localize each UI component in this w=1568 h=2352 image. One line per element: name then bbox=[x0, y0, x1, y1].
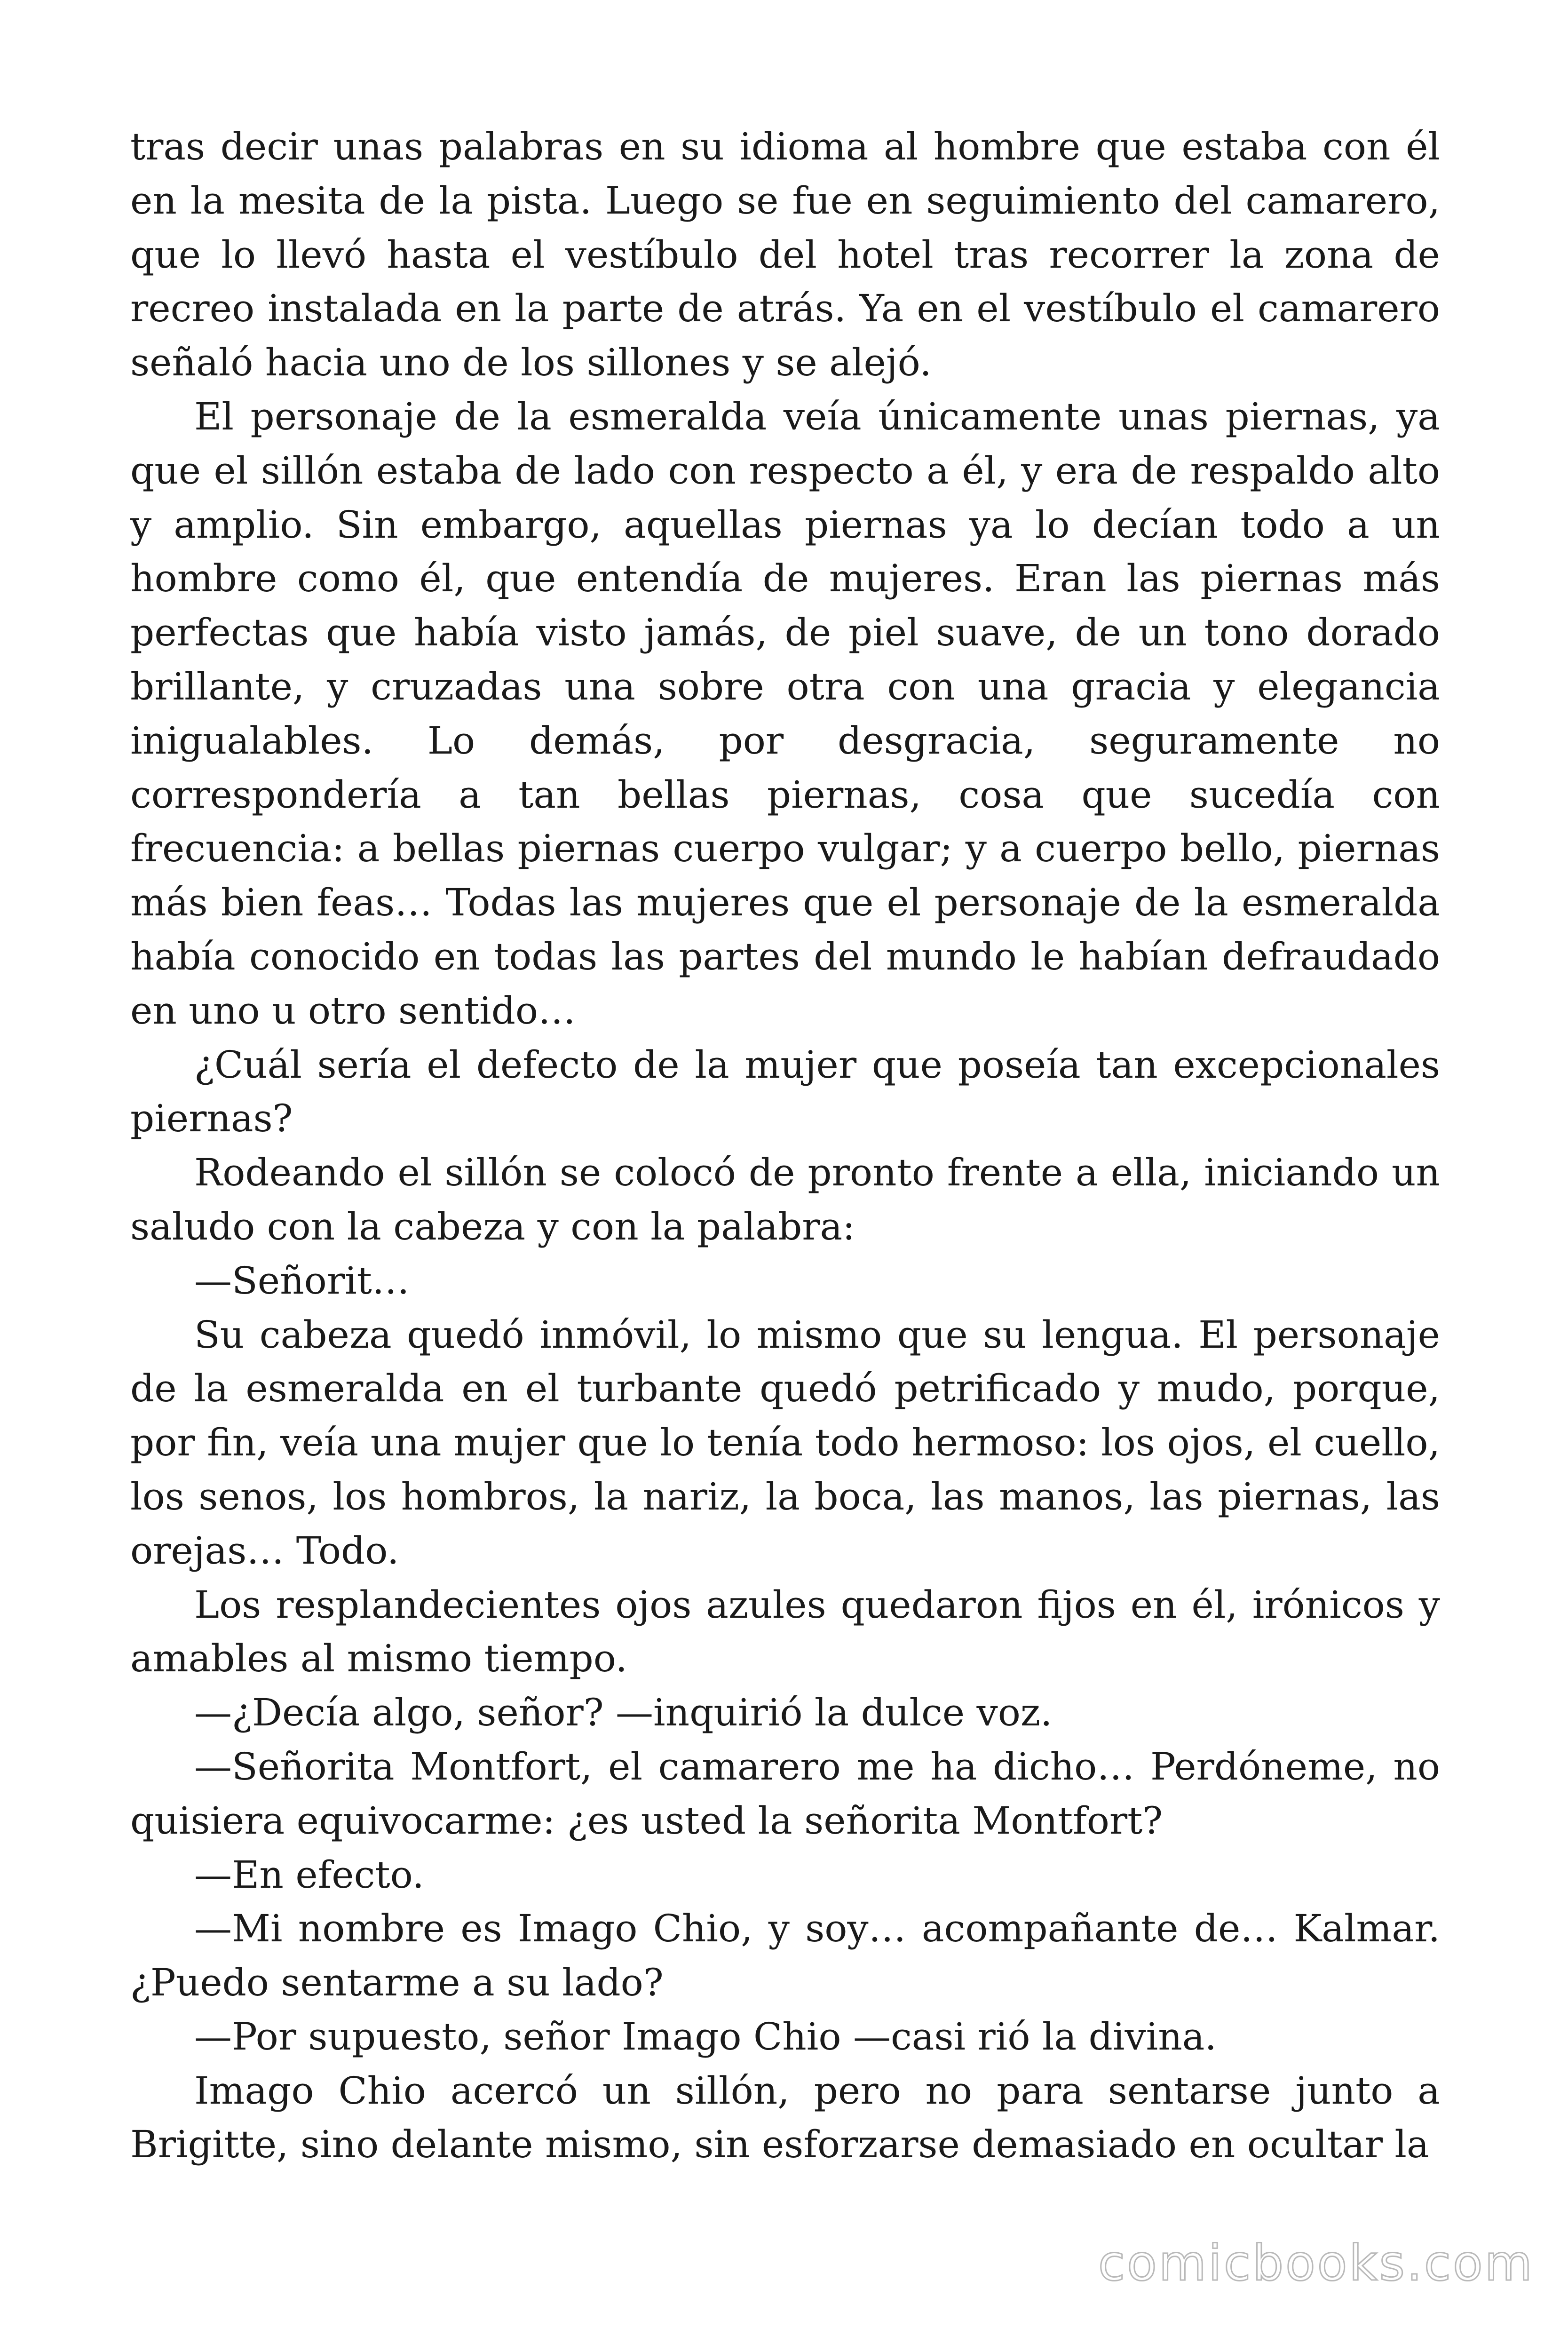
paragraph-6: Su cabeza quedó inmóvil, lo mismo que su lengua. El personaje de la esmeralda en el turbante quedó petrificado y mudo, porque, por fin, veía una mujer que lo tenía todo hermoso: los ojos, el cuello, los senos, los hombros, la nariz, la boca, las manos, las piernas, las orejas… Todo. bbox=[130, 1312, 1440, 1573]
paragraph-4: Rodeando el sillón se colocó de pronto frente a ella, iniciando un saludo con la cabeza y con la palabra: bbox=[130, 1151, 1440, 1248]
paragraph-8: —¿Decía algo, señor? —inquirió la dulce voz. bbox=[194, 1691, 1053, 1735]
paragraph-1: tras decir unas palabras en su idioma al hombre que estaba con él en la mesita de la pista. Luego se fue en seguimiento del camarero, que lo llevó hasta el vestíbulo del hotel tras recorrer la zona de recreo instalada en la parte de atrás. Ya en el vestíbulo el camarero señaló hacia uno de los sillones y se alejó. bbox=[130, 125, 1440, 385]
watermark: comicbooks.com bbox=[1098, 2234, 1534, 2292]
paragraph-9: —Señorita Montfort, el camarero me ha dicho… Perdóneme, no quisiera equivocarme: ¿es usted la señorita Montfort? bbox=[130, 1744, 1440, 1843]
page-body bbox=[130, 120, 1440, 2172]
paragraph-2: El personaje de la esmeralda veía únicamente unas piernas, ya que el sillón estaba de lado con respecto a él, y era de respaldo alto y amplio. Sin embargo, aquellas piernas ya lo decían todo a un hombre como él, que entendía de mujeres. Eran las piernas más perfectas que había visto jamás, de piel suave, de un tono dorado brillante, y cruzadas una sobre otra con una gracia y elegancia inigualables. Lo demás, por desgracia, seguramente no correspondería a tan bellas piernas, cosa que sucedía con frecuencia: a bellas piernas cuerpo vulgar; y a cuerpo bello, piernas más bien feas… Todas las mujeres que el personaje de la esmeralda había conocido en todas las partes del mundo le habían defraudado en uno u otro sentido… bbox=[130, 394, 1440, 1033]
paragraph-13: Imago Chio acercó un sillón, pero no para sentarse junto a Brigitte, sino delante mismo, sin esforzarse demasiado en ocultar la bbox=[130, 2068, 1440, 2167]
paragraph-5: —Señorit… bbox=[194, 1258, 410, 1303]
paragraph-7: Los resplandecientes ojos azules quedaron fijos en él, irónicos y amables al mismo tiempo. bbox=[130, 1582, 1440, 1681]
paragraph-10: —En efecto. bbox=[194, 1852, 424, 1897]
paragraph-3: ¿Cuál sería el defecto de la mujer que poseía tan excepcionales piernas? bbox=[130, 1042, 1440, 1141]
paragraph-12: —Por supuesto, señor Imago Chio —casi rió la divina. bbox=[194, 2014, 1217, 2058]
paragraph-11: —Mi nombre es Imago Chio, y soy… acompañante de… Kalmar. ¿Puedo sentarme a su lado? bbox=[130, 1907, 1440, 2005]
